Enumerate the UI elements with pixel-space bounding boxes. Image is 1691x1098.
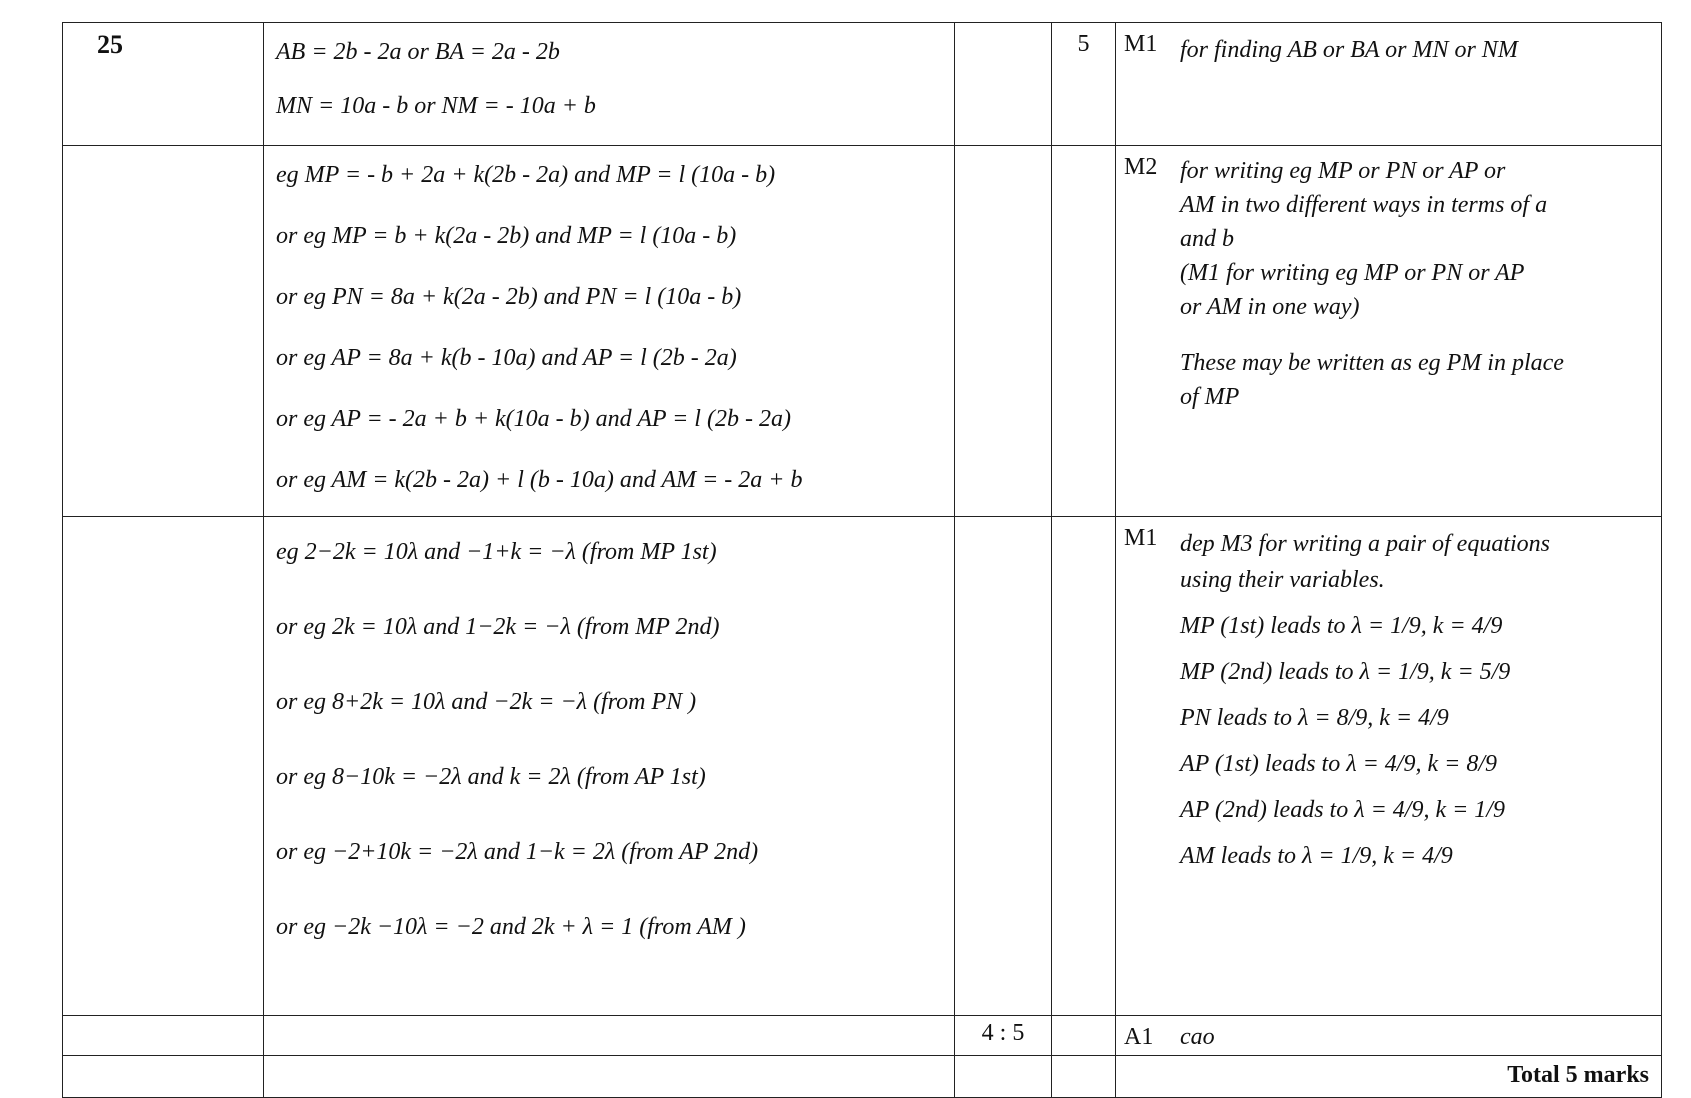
- working-line: AB = 2b - 2a or BA = 2a - 2b: [276, 39, 560, 65]
- guidance-line: using their variables.: [1180, 567, 1385, 593]
- guidance-line: for finding AB or BA or MN or NM: [1180, 37, 1518, 63]
- mark-code: M1: [1124, 31, 1158, 57]
- answer-cell: [955, 517, 1052, 1016]
- guidance-line: PN leads to λ = 8/9, k = 4/9: [1180, 705, 1449, 731]
- notes-cell: [1116, 23, 1662, 146]
- working-cell: [264, 146, 955, 517]
- guidance-line: and b: [1180, 226, 1234, 252]
- mark-cell: 5: [1052, 23, 1116, 146]
- mark-code: M1: [1124, 525, 1158, 551]
- mark-cell: [1052, 1016, 1116, 1056]
- guidance-line: AP (2nd) leads to λ = 4/9, k = 1/9: [1180, 797, 1505, 823]
- mark-scheme-row: [63, 517, 1662, 1016]
- total-marks: Total 5 marks: [1116, 1056, 1662, 1098]
- guidance-line: AM in two different ways in terms of a: [1180, 192, 1548, 218]
- answer-cell: 4 : 5: [955, 1016, 1052, 1056]
- mark-scheme-row: [63, 146, 1662, 517]
- guidance-line: These may be written as eg PM in place: [1180, 350, 1564, 376]
- question-cell: [63, 517, 264, 1016]
- working-line: or eg 2k = 10λ and 1−2k = −λ (from MP 2nd): [276, 614, 720, 640]
- question-cell: [63, 1056, 264, 1098]
- guidance-line: cao: [1180, 1024, 1215, 1050]
- notes-cell: [1116, 1016, 1662, 1056]
- mark-scheme-row: [63, 1016, 1662, 1056]
- working-cell: [264, 517, 955, 1016]
- question-cell: [63, 146, 264, 517]
- total-row: [63, 1056, 1662, 1098]
- notes-cell: [1116, 517, 1662, 1016]
- working-line: or eg 8+2k = 10λ and −2k = −λ (from PN ): [276, 689, 697, 715]
- working-line: or eg MP = b + k(2a - 2b) and MP = l (10a - b): [276, 223, 737, 249]
- working-cell: [264, 1016, 955, 1056]
- working-line: or eg AM = k(2b - 2a) + l (b - 10a) and AM = - 2a + b: [276, 467, 803, 493]
- guidance-line: (M1 for writing eg MP or PN or AP: [1180, 260, 1525, 286]
- working-line: eg 2−2k = 10λ and −1+k = −λ (from MP 1st): [276, 539, 717, 565]
- working-cell: [264, 1056, 955, 1098]
- guidance-line: of MP: [1180, 384, 1240, 410]
- notes-cell: [1116, 146, 1662, 517]
- working-line: eg MP = - b + 2a + k(2b - 2a) and MP = l (10a - b): [276, 162, 776, 188]
- mark-scheme-row: [63, 23, 1662, 146]
- answer-cell: [955, 23, 1052, 146]
- working-line: or eg −2+10k = −2λ and 1−k = 2λ (from AP 2nd): [276, 839, 759, 865]
- working-line: or eg AP = 8a + k(b - 10a) and AP = l (2b - 2a): [276, 345, 737, 371]
- working-line: or eg 8−10k = −2λ and k = 2λ (from AP 1st): [276, 764, 706, 790]
- question-cell: [63, 1016, 264, 1056]
- guidance-line: AP (1st) leads to λ = 4/9, k = 8/9: [1180, 751, 1497, 777]
- mark-scheme-table: [62, 22, 1662, 1098]
- mark-cell: [1052, 146, 1116, 517]
- working-line: MN = 10a - b or NM = - 10a + b: [276, 93, 596, 119]
- mark-cell: [1052, 517, 1116, 1016]
- answer-cell: [955, 1056, 1052, 1098]
- answer-cell: [955, 146, 1052, 517]
- question-number: 25: [63, 23, 264, 146]
- working-cell: [264, 23, 955, 146]
- working-line: or eg −2k −10λ = −2 and 2k + λ = 1 (from AM ): [276, 914, 746, 940]
- guidance-line: MP (1st) leads to λ = 1/9, k = 4/9: [1180, 613, 1503, 639]
- working-line: or eg AP = - 2a + b + k(10a - b) and AP = l (2b - 2a): [276, 406, 791, 432]
- guidance-line: AM leads to λ = 1/9, k = 4/9: [1180, 843, 1453, 869]
- mark-code: M2: [1124, 154, 1158, 180]
- mark-code: A1: [1124, 1024, 1154, 1050]
- guidance-line: MP (2nd) leads to λ = 1/9, k = 5/9: [1180, 659, 1511, 685]
- guidance-line: for writing eg MP or PN or AP or: [1180, 158, 1506, 184]
- guidance-line: or AM in one way): [1180, 294, 1360, 320]
- guidance-line: dep M3 for writing a pair of equations: [1180, 531, 1551, 557]
- mark-cell: [1052, 1056, 1116, 1098]
- working-line: or eg PN = 8a + k(2a - 2b) and PN = l (10a - b): [276, 284, 742, 310]
